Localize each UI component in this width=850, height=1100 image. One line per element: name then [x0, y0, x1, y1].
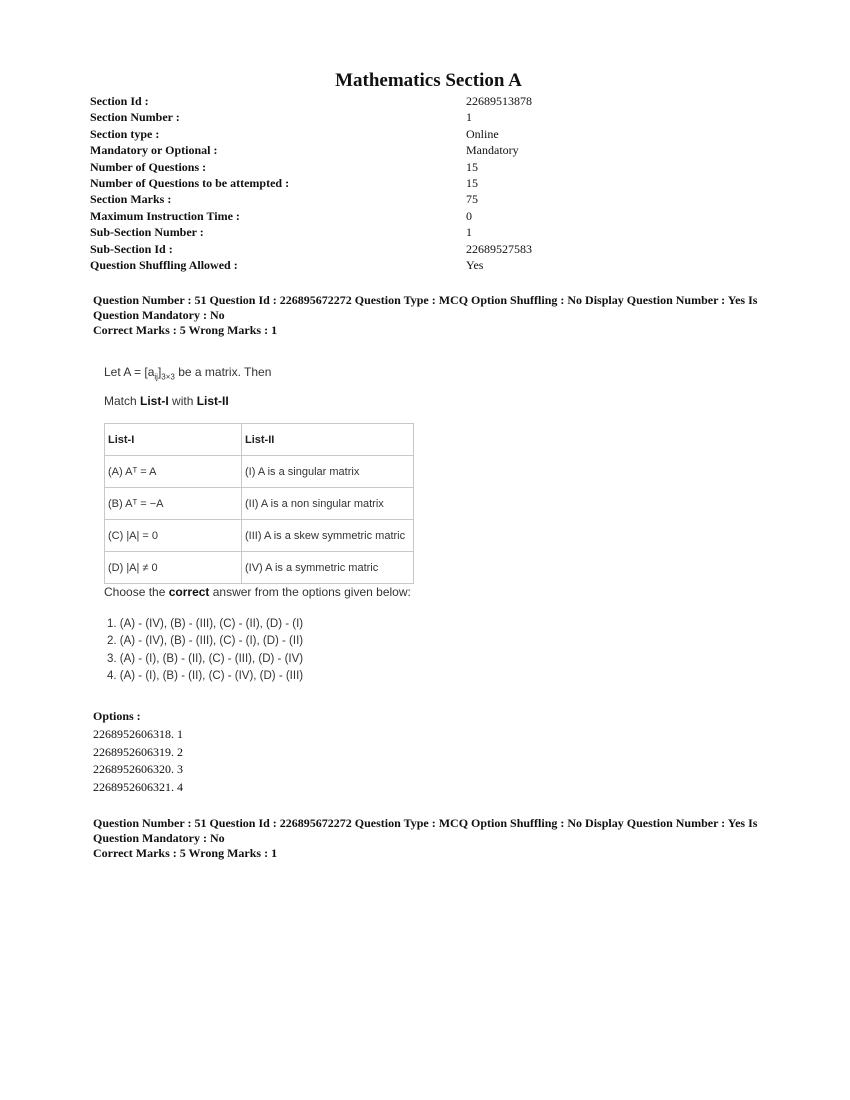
info-row	[90, 109, 650, 125]
table-row	[105, 520, 414, 552]
question-intro: Let $A = [a_{ij}]_{3\times 3}$ be a matrix. Then	[104, 365, 272, 382]
answer-choice: 2. (A) - (IV), (B) - (III), (C) - (I), (D) - (II)	[107, 635, 304, 648]
table-header-row	[105, 424, 414, 456]
question-mandatory-line: Question Mandatory : No	[93, 308, 225, 322]
info-value: Mandatory	[466, 143, 519, 158]
info-row	[90, 142, 650, 158]
question-marks-line: Correct Marks : 5 Wrong Marks : 1	[93, 323, 278, 337]
info-value: 15	[466, 175, 478, 190]
table-cell-left: (B) Aᵀ = −A	[105, 488, 242, 520]
option-item: 2268952606321. 4	[93, 780, 183, 795]
info-value: 22689513878	[466, 94, 532, 108]
table-cell-right: (IV) A is a symmetric matric	[242, 552, 414, 584]
info-label: Section Id :	[90, 94, 149, 108]
question-body	[104, 362, 434, 410]
intro-dimension: 3×3	[161, 372, 175, 382]
match-list-table	[104, 423, 414, 584]
info-row	[90, 126, 650, 142]
info-row	[90, 241, 650, 257]
info-value: Yes	[466, 257, 484, 272]
choose-instruction	[104, 585, 411, 599]
table-row	[105, 552, 414, 584]
choose-bold: correct	[168, 585, 210, 599]
info-value: 0	[466, 208, 472, 223]
question-header	[93, 816, 758, 861]
info-value: 1	[466, 225, 472, 240]
choose-prefix: Choose the	[104, 585, 169, 599]
info-value: 1	[466, 110, 472, 125]
intro-prefix: Let A = [a	[104, 365, 155, 379]
info-row	[90, 159, 650, 175]
info-label: Number of Questions :	[90, 159, 207, 174]
info-row	[90, 93, 650, 109]
table-row	[105, 488, 414, 520]
table-header-cell: List-II	[242, 424, 414, 456]
answer-choice: 4. (A) - (I), (B) - (II), (C) - (IV), (D) - (III)	[107, 669, 304, 682]
answer-choice: 1. (A) - (IV), (B) - (III), (C) - (II), (D) - (I)	[107, 618, 304, 630]
section-title: Mathematics Section A	[335, 70, 522, 91]
question-header	[93, 293, 758, 338]
table-cell-left: (C) |A| = 0	[105, 520, 242, 552]
option-item: 2268952606319. 2	[93, 744, 183, 759]
table-row	[105, 456, 414, 488]
info-label: Question Shuffling Allowed :	[90, 257, 238, 272]
info-value: Online	[466, 126, 499, 141]
info-value: 15	[466, 159, 478, 174]
intro-subscript: ij	[154, 372, 158, 382]
choose-suffix: answer from the options given below:	[209, 585, 411, 599]
question-mandatory-line: Question Mandatory : No	[93, 831, 225, 845]
table-cell-left: (A) Aᵀ = A	[105, 456, 242, 488]
match-mid: with	[168, 394, 197, 408]
info-label: Mandatory or Optional :	[90, 143, 218, 158]
question-meta-line: Question Number : 51 Question Id : 226895672272 Question Type : MCQ Option Shuffling : No Display Question Number : Yes Is	[93, 816, 758, 830]
options-title: Options :	[93, 709, 141, 723]
section-info-table	[90, 93, 650, 273]
info-value: 22689527583	[466, 241, 532, 256]
question-meta-line: Question Number : 51 Question Id : 226895672272 Question Type : MCQ Option Shuffling : No Display Question Number : Yes Is	[93, 293, 758, 307]
question-marks-line: Correct Marks : 5 Wrong Marks : 1	[93, 846, 278, 860]
info-label: Maximum Instruction Time :	[90, 208, 240, 223]
match-list1: List-I	[140, 394, 169, 408]
match-instruction	[104, 392, 434, 410]
info-label: Sub-Section Number :	[90, 225, 204, 240]
answer-choices	[107, 616, 303, 685]
info-row	[90, 224, 650, 240]
match-list2: List-II	[196, 394, 229, 408]
info-label: Section Number :	[90, 110, 180, 125]
info-row	[90, 191, 650, 207]
match-prefix: Match	[104, 394, 141, 408]
info-label: Section Marks :	[90, 192, 172, 207]
info-row	[90, 257, 650, 273]
table-cell-right: (II) A is a non singular matrix	[242, 488, 414, 520]
option-item: 2268952606320. 3	[93, 762, 183, 777]
option-item: 2268952606318. 1	[93, 727, 183, 741]
info-row	[90, 175, 650, 191]
table-header-cell: List-I	[105, 424, 242, 456]
intro-suffix: be a matrix. Then	[174, 365, 272, 379]
info-label: Number of Questions to be attempted :	[90, 175, 290, 190]
info-label: Section type :	[90, 126, 160, 141]
info-value: 75	[466, 192, 478, 207]
options-block	[93, 707, 183, 796]
info-label: Sub-Section Id :	[90, 241, 173, 256]
answer-choice: 3. (A) - (I), (B) - (II), (C) - (III), (D) - (IV)	[107, 652, 304, 665]
table-cell-right: (I) A is a singular matrix	[242, 456, 414, 488]
table-cell-right: (III) A is a skew symmetric matric	[242, 520, 414, 552]
table-cell-left: (D) |A| ≠ 0	[105, 552, 242, 584]
info-row	[90, 208, 650, 224]
